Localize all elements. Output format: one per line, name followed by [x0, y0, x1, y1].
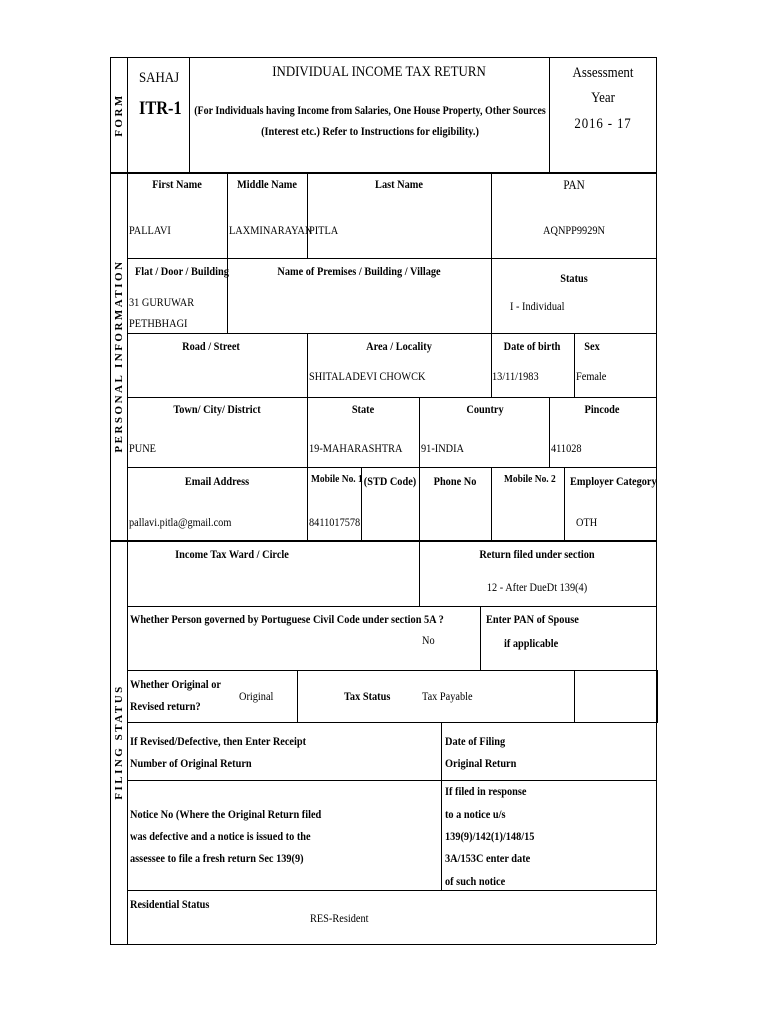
grid-line	[419, 397, 420, 468]
grid-line	[227, 174, 228, 259]
form-code: ITR-1	[139, 98, 182, 119]
original-revised-label-line1: Whether Original or	[130, 677, 221, 691]
grid-line	[419, 467, 420, 540]
grid-line	[564, 467, 565, 540]
first-name-label: First Name	[152, 177, 202, 191]
grid-line	[297, 670, 298, 723]
status-value: I - Individual	[510, 299, 565, 313]
pincode-label: Pincode	[584, 402, 620, 416]
grid-line	[127, 258, 656, 259]
original-revised-label-line2: Revised return?	[130, 699, 201, 713]
return-filed-section-label: Return filed under section	[479, 547, 595, 561]
middle-name-label: Middle Name	[237, 177, 297, 191]
email-label: Email Address	[184, 474, 250, 488]
employer-category-label: Employer Category	[570, 474, 657, 488]
state-value: 19-MAHARASHTRA	[309, 441, 403, 455]
grid-line	[127, 606, 656, 607]
country-label: Country	[466, 402, 504, 416]
outer-left-border	[110, 57, 111, 944]
mobile-1-value: 8411017578	[309, 515, 361, 529]
last-name-value: PITLA	[309, 223, 339, 237]
return-filed-section-value: 12 - After DueDt 139(4)	[486, 580, 588, 594]
response-notice-label-line2: to a notice u/s	[445, 807, 506, 821]
grid-line	[307, 333, 308, 398]
side-column-border	[127, 57, 128, 944]
receipt-number-label-line2: Number of Original Return	[130, 756, 252, 770]
grid-line	[127, 780, 656, 781]
phone-no-label: Phone No	[433, 474, 477, 488]
grid-line	[127, 467, 656, 468]
grid-line	[491, 467, 492, 540]
outer-right-border	[656, 57, 657, 944]
pan-label: PAN	[563, 177, 585, 192]
grid-line-extend	[657, 670, 658, 723]
grid-line	[127, 333, 656, 334]
form-name: SAHAJ	[139, 70, 180, 86]
header-divider-right	[549, 57, 550, 172]
mobile-1-label: Mobile No. 1	[311, 473, 363, 485]
response-notice-label-line4: 3A/153C enter date	[445, 851, 531, 865]
premises-label: Name of Premises / Building / Village	[277, 264, 441, 278]
form-subtitle-line2: (Interest etc.) Refer to Instructions for eligibility.)	[261, 124, 479, 138]
spouse-pan-label-line1: Enter PAN of Spouse	[486, 612, 579, 626]
notice-no-label-line1: Notice No (Where the Original Return filed	[130, 807, 322, 821]
grid-line	[307, 467, 308, 540]
grid-line	[127, 397, 656, 398]
side-label-personal-information: PERSONAL INFORMATION	[113, 259, 125, 453]
mobile-2-label: Mobile No. 2	[504, 473, 556, 485]
notice-no-label-line2: was defective and a notice is issued to the	[130, 829, 311, 843]
date-of-birth-label: Date of birth	[503, 339, 561, 353]
assessment-label: Assessment	[572, 65, 634, 81]
flat-door-building-value-line2: PETHBHAGI	[129, 316, 188, 330]
response-notice-label-line5: of such notice	[445, 874, 506, 888]
date-of-filing-label-line1: Date of Filing	[445, 734, 506, 748]
grid-line	[307, 174, 308, 259]
original-revised-value: Original	[239, 689, 274, 703]
pan-value: AQNPP9929N	[543, 223, 605, 237]
state-label: State	[351, 402, 375, 416]
email-value: pallavi.pitla@gmail.com	[129, 515, 232, 529]
grid-line	[127, 722, 658, 723]
outer-bottom-border	[110, 944, 656, 945]
portuguese-civil-code-value: No	[422, 633, 435, 647]
header-divider-left	[189, 57, 190, 172]
year-label: Year	[591, 90, 615, 106]
country-value: 91-INDIA	[421, 441, 464, 455]
grid-line	[307, 397, 308, 468]
grid-line	[656, 670, 658, 671]
side-label-filing-status: FILING STATUS	[113, 684, 125, 800]
grid-line	[491, 258, 492, 334]
tax-status-label: Tax Status	[344, 689, 391, 703]
section-divider-filing	[110, 540, 656, 542]
flat-door-building-label: Flat / Door / Building	[135, 264, 229, 278]
grid-line	[419, 542, 420, 607]
residential-status-label: Residential Status	[130, 897, 210, 911]
std-code-label: (STD Code)	[363, 474, 417, 488]
section-divider-personal	[110, 172, 656, 174]
date-of-filing-label-line2: Original Return	[445, 756, 517, 770]
side-label-form: FORM	[113, 93, 125, 137]
grid-line	[574, 333, 575, 398]
grid-line	[127, 670, 656, 671]
area-locality-value: SHITALADEVI CHOWCK	[309, 369, 426, 383]
town-city-district-label: Town/ City/ District	[173, 402, 261, 416]
spouse-pan-label-line2: if applicable	[504, 636, 559, 650]
grid-line	[441, 722, 442, 890]
grid-line	[491, 174, 492, 259]
grid-line	[491, 333, 492, 398]
residential-status-value: RES-Resident	[310, 911, 369, 925]
road-street-label: Road / Street	[182, 339, 240, 353]
flat-door-building-value-line1: 31 GURUWAR	[129, 295, 195, 309]
status-label: Status	[560, 271, 588, 285]
grid-line	[127, 890, 656, 891]
sex-label: Sex	[584, 339, 600, 353]
grid-line	[480, 606, 481, 671]
form-subtitle-line1: (For Individuals having Income from Salaries, One House Property, Other Sources	[194, 103, 546, 117]
sex-value: Female	[576, 369, 607, 383]
tax-status-value: Tax Payable	[422, 689, 473, 703]
portuguese-civil-code-label: Whether Person governed by Portuguese Civil Code under section 5A ?	[130, 612, 444, 626]
first-name-value: PALLAVI	[129, 223, 171, 237]
date-of-birth-value: 13/11/1983	[492, 369, 539, 383]
last-name-label: Last Name	[375, 177, 423, 191]
receipt-number-label-line1: If Revised/Defective, then Enter Receipt	[130, 734, 307, 748]
form-title: INDIVIDUAL INCOME TAX RETURN	[272, 64, 486, 80]
employer-category-value: OTH	[576, 515, 598, 529]
area-locality-label: Area / Locality	[366, 339, 432, 353]
grid-line	[549, 397, 550, 468]
assessment-year-value: 2016 - 17	[574, 116, 632, 132]
middle-name-value: LAXMINARAYAN	[229, 223, 313, 237]
response-notice-label-line3: 139(9)/142(1)/148/15	[445, 829, 535, 843]
pincode-value: 411028	[551, 441, 582, 455]
outer-top-border	[110, 57, 656, 58]
response-notice-label-line1: If filed in response	[445, 784, 527, 798]
town-city-district-value: PUNE	[129, 441, 156, 455]
income-tax-ward-label: Income Tax Ward / Circle	[175, 547, 289, 561]
notice-no-label-line3: assessee to file a fresh return Sec 139(9)	[130, 851, 304, 865]
grid-line	[574, 670, 575, 723]
